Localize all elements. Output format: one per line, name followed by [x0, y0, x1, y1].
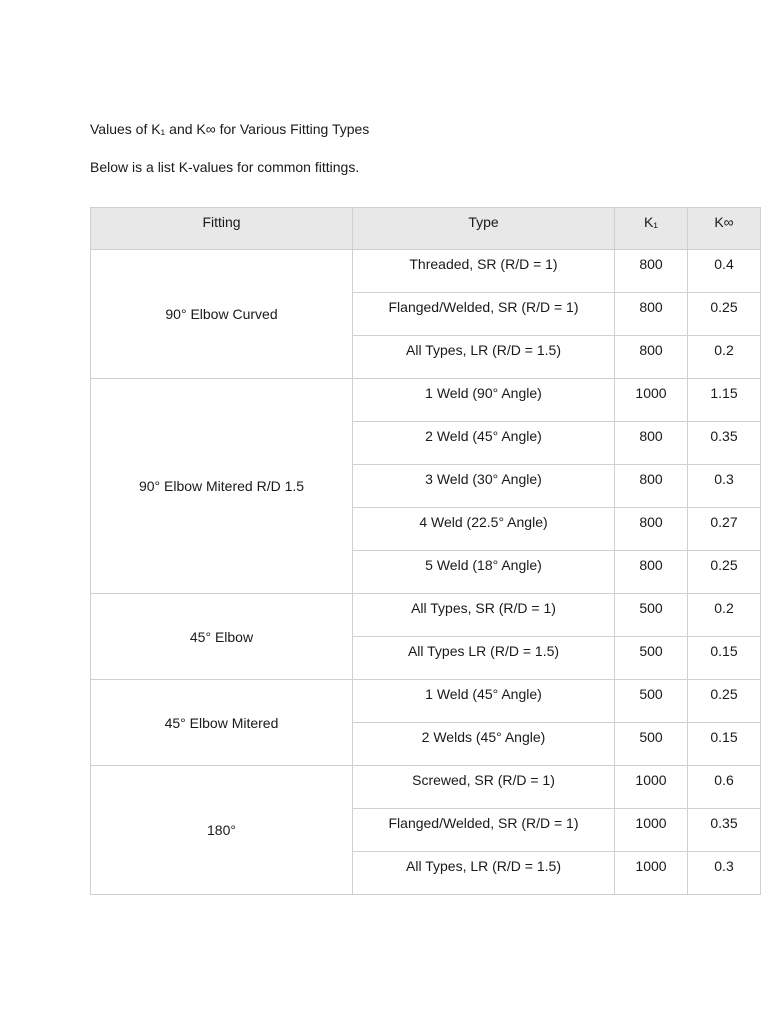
header-kinf: K∞	[688, 208, 761, 250]
fitting-cell: 180°	[91, 766, 353, 895]
kinf-cell: 0.15	[688, 637, 761, 680]
type-cell: 3 Weld (30° Angle)	[353, 465, 615, 508]
type-cell: All Types, LR (R/D = 1.5)	[353, 336, 615, 379]
kinf-cell: 0.6	[688, 766, 761, 809]
k1-cell: 500	[615, 594, 688, 637]
kinf-cell: 0.3	[688, 852, 761, 895]
type-cell: 2 Welds (45° Angle)	[353, 723, 615, 766]
fitting-cell: 90° Elbow Curved	[91, 250, 353, 379]
table-row	[91, 250, 761, 293]
table-row	[91, 680, 761, 723]
k1-cell: 800	[615, 508, 688, 551]
kinf-cell: 0.35	[688, 809, 761, 852]
type-cell: Flanged/Welded, SR (R/D = 1)	[353, 293, 615, 336]
header-fitting: Fitting	[91, 208, 353, 250]
table-body	[91, 250, 761, 895]
table-row	[91, 379, 761, 422]
kinf-cell: 0.4	[688, 250, 761, 293]
kinf-cell: 0.35	[688, 422, 761, 465]
type-cell: All Types, SR (R/D = 1)	[353, 594, 615, 637]
table-row	[91, 594, 761, 637]
k1-cell: 500	[615, 680, 688, 723]
k1-cell: 800	[615, 250, 688, 293]
k1-cell: 500	[615, 723, 688, 766]
fitting-cell: 45° Elbow Mitered	[91, 680, 353, 766]
intro-text: Below is a list K-values for common fittings.	[90, 159, 360, 175]
fitting-cell: 90° Elbow Mitered R/D 1.5	[91, 379, 353, 594]
k1-cell: 800	[615, 422, 688, 465]
k1-cell: 800	[615, 551, 688, 594]
kinf-cell: 0.2	[688, 594, 761, 637]
kinf-cell: 1.15	[688, 379, 761, 422]
type-cell: 5 Weld (18° Angle)	[353, 551, 615, 594]
type-cell: 2 Weld (45° Angle)	[353, 422, 615, 465]
header-type: Type	[353, 208, 615, 250]
kinf-cell: 0.3	[688, 465, 761, 508]
k1-cell: 500	[615, 637, 688, 680]
k1-cell: 1000	[615, 852, 688, 895]
type-cell: All Types, LR (R/D = 1.5)	[353, 852, 615, 895]
k1-cell: 800	[615, 336, 688, 379]
page-title: Values of K₁ and K∞ for Various Fitting Types	[90, 121, 370, 137]
kinf-cell: 0.15	[688, 723, 761, 766]
type-cell: Threaded, SR (R/D = 1)	[353, 250, 615, 293]
k-values-table	[90, 207, 761, 895]
kinf-cell: 0.25	[688, 680, 761, 723]
kinf-cell: 0.27	[688, 508, 761, 551]
type-cell: 1 Weld (45° Angle)	[353, 680, 615, 723]
kinf-cell: 0.25	[688, 551, 761, 594]
fitting-cell: 45° Elbow	[91, 594, 353, 680]
table-header-row	[91, 208, 761, 250]
kinf-cell: 0.25	[688, 293, 761, 336]
k1-cell: 800	[615, 293, 688, 336]
type-cell: 1 Weld (90° Angle)	[353, 379, 615, 422]
k1-cell: 1000	[615, 809, 688, 852]
table-row	[91, 766, 761, 809]
type-cell: 4 Weld (22.5° Angle)	[353, 508, 615, 551]
k1-cell: 1000	[615, 379, 688, 422]
type-cell: All Types LR (R/D = 1.5)	[353, 637, 615, 680]
type-cell: Screwed, SR (R/D = 1)	[353, 766, 615, 809]
header-k1: K₁	[615, 208, 688, 250]
k1-cell: 1000	[615, 766, 688, 809]
kinf-cell: 0.2	[688, 336, 761, 379]
type-cell: Flanged/Welded, SR (R/D = 1)	[353, 809, 615, 852]
k1-cell: 800	[615, 465, 688, 508]
